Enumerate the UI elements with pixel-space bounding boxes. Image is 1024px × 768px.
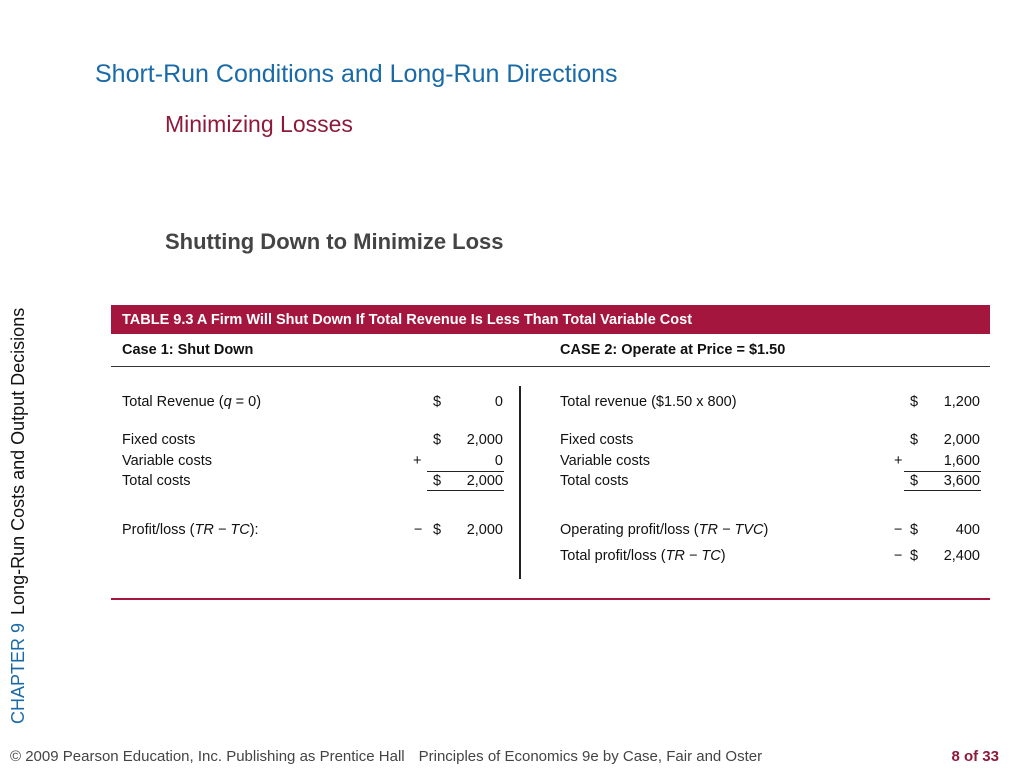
table-caption: TABLE 9.3 A Firm Will Shut Down If Total Revenue Is Less Than Total Variable Cost (111, 305, 990, 334)
case2-fixed-costs-label: Fixed costs (560, 432, 634, 448)
case1-profit-value: 2,000 (466, 522, 503, 538)
case2-operating-profit-sign: − (894, 522, 903, 538)
chapter-topic: Long-Run Costs and Output Decisions (8, 307, 28, 615)
case1-total-underline (427, 490, 504, 491)
chapter-number: CHAPTER 9 (8, 622, 28, 724)
case1-total-costs-value: 2,000 (466, 473, 503, 489)
footer-book-title: Principles of Economics 9e by Case, Fair and Oster (418, 748, 763, 765)
case2-operating-profit-value: 400 (955, 522, 980, 538)
case2-total-profit-value: 2,400 (943, 548, 980, 564)
case2-total-revenue-label: Total revenue ($1.50 x 800) (560, 394, 737, 410)
case1-total-costs-label: Total costs (122, 473, 191, 489)
chapter-sidebar (8, 254, 29, 724)
case2-costs-underline (904, 471, 981, 472)
case1-variable-costs-label: Variable costs (122, 453, 212, 469)
case1-fixed-costs-label: Fixed costs (122, 432, 196, 448)
slide-subtitle: Minimizing Losses (165, 111, 353, 137)
case1-total-revenue-symbol: $ (433, 394, 442, 410)
case2-operating-profit-symbol: $ (910, 522, 919, 538)
page-number: 8 of 33 (951, 748, 999, 765)
case1-fixed-costs-value: 2,000 (466, 432, 503, 448)
case1-fixed-costs-symbol: $ (433, 432, 442, 448)
case1-total-costs-symbol: $ (433, 473, 442, 489)
case1-costs-underline (427, 471, 504, 472)
slide-title: Short-Run Conditions and Long-Run Directions (95, 60, 618, 88)
case2-fixed-costs-value: 2,000 (943, 432, 980, 448)
case2-total-costs-value: 3,600 (943, 473, 980, 489)
case-divider (519, 386, 521, 579)
case2-variable-costs-symbol: + (894, 453, 903, 469)
case2-header: CASE 2: Operate at Price = $1.50 (560, 342, 786, 358)
section-heading: Shutting Down to Minimize Loss (165, 229, 504, 254)
case2-total-revenue-value: 1,200 (943, 394, 980, 410)
table-bottom-rule (111, 598, 990, 600)
footer-copyright: © 2009 Pearson Education, Inc. Publishing as Prentice Hall (10, 748, 405, 765)
case2-total-costs-symbol: $ (910, 473, 919, 489)
case2-fixed-costs-symbol: $ (910, 432, 919, 448)
case1-total-revenue-label: Total Revenue (q = 0) (122, 394, 262, 410)
case1-header: Case 1: Shut Down (122, 342, 254, 358)
case2-total-costs-label: Total costs (560, 473, 629, 489)
case1-profit-sign: − (414, 522, 423, 538)
case1-profit-loss-label: Profit/loss (TR − TC): (122, 522, 259, 538)
case2-operating-profit-label: Operating profit/loss (TR − TVC) (560, 522, 769, 538)
case2-total-profit-sign: − (894, 548, 903, 564)
case2-total-profit-symbol: $ (910, 548, 919, 564)
case2-total-underline (904, 490, 981, 491)
case1-variable-costs-symbol: + (413, 453, 422, 469)
footer-text (10, 748, 762, 765)
case1-total-revenue-value: 0 (494, 394, 503, 410)
case2-variable-costs-value: 1,600 (943, 453, 980, 469)
table-header-divider (111, 366, 990, 367)
case2-total-profit-label: Total profit/loss (TR − TC) (560, 548, 726, 564)
case1-variable-costs-value: 0 (494, 453, 503, 469)
case1-profit-symbol: $ (433, 522, 442, 538)
case2-variable-costs-label: Variable costs (560, 453, 650, 469)
case2-total-revenue-symbol: $ (910, 394, 919, 410)
